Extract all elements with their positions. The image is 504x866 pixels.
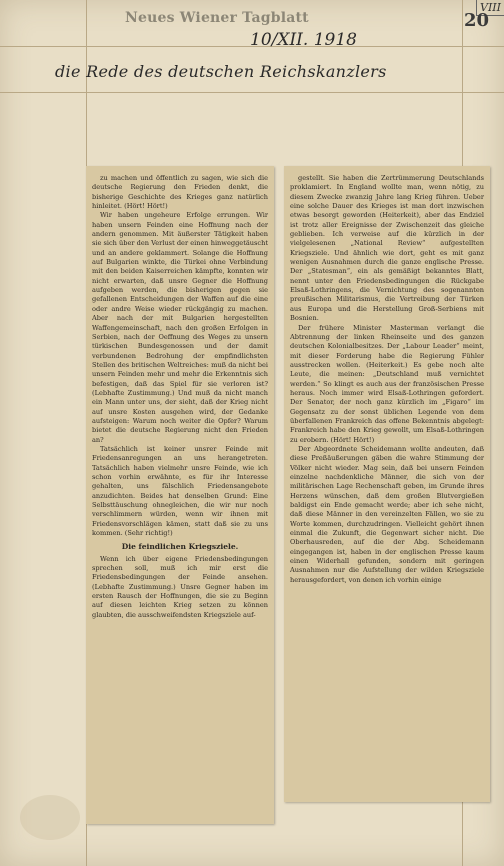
- article-subheading: Die feindlichen Kriegsziele.: [121, 542, 239, 552]
- paragraph: Der Abgeordnete Scheidemann wollte andeuten, daß diese Preßäußerungen gäben die wahre Stimmung der Völker nicht wieder. Mag sein, daß bei unsern Feinden einzelne nachdenkliche Männer, die sich von der militärischen Lage Rechenschaft geben, im Grunde ihres Herzens wünschen, daß dem großen Blutvergießen baldigst ein Ende gemacht werde; aber ich sehe nicht, daß diese Männer in den vereinzelten Fällen, wo sie zu Worte kommen, durchzudringen. Vielleicht gehört ihnen einmal die Zukunft, die Gegenwart sicher nicht. Die Oberhausreden, auf die der Abg. Scheidemann eingegangen ist, haben in der englischen Presse kaum einen Widerhall gefunden, sondern mit geringen Ausnahmen nur die Aufstellung der wilden Kriegsziele herausgefordert, von denen ich vorhin einige: [290, 444, 484, 584]
- paragraph: Wir haben ungeheure Erfolge errungen. Wir haben unsern Feinden eine Hoffnung nach der andern genommen. Mit äußerster Tätigkeit haben sie sich über den Verlust der einen hinweggetäuscht und an andere geklammert. Solange die Hoffnung auf Bulgarien winkte, die Türkei ohne Verbindung mit den beiden Kaiserreichen kämpfte, konnten wir nicht erwarten, daß unsre Gegner die Hoffnung aufgeben werden, die bisherigen gegen sie gefallenen Entscheidungen der Waffen auf die eine oder andre Weise wieder rückgängig zu machen. Aber nach der mit Bulgarien hergestellten Waffengemeinschaft, nach den großen Erfolgen in Serbien, nach der Oeffnung des Weges zu unsern türkischen Bundesgenossen und der damit verbundenen Bedrohung der empfindlichsten Stellen des britischen Weltreiches: muß da nicht bei unsern Feinden mehr und mehr die Erkenntnis sich befestigen, daß das Spiel für sie verloren ist? (Lebhafte Zustimmung.) Und muß da nicht manch ein Mann unter uns, der sieht, daß der Krieg nicht auf unsre Kosten ausgehen wird, der Gedanke aufsteigen: Warum noch weiter die Opfer? Warum bietet die deutsche Regierung nicht den Frieden an?: [92, 211, 268, 444]
- paragraph: Wenn ich über eigene Friedensbedingungen sprechen soll, muß ich mir erst die Friedensbedingungen der Feinde ansehen. (Lebhafte Zustimmung.) Unsre Gegner haben im ersten Rausch der Hoffnungen, die sie zu Beginn auf diesen leichten Krieg setzen zu können glaubten, die ausschweifendsten Kriegsziele auf-: [92, 554, 268, 619]
- header-rule: [0, 92, 504, 93]
- paragraph: Der frühere Minister Masterman verlangt die Abtrennung der linken Rheinseite und des ganzen deutschen Kolonialbesitzes. Der „Labour Leader“ meint, mit dieser Forderung habe die Regierung Fühler ausstrecken wollen. (Heiterkeit.) Es gebe noch alte Leute, die meinen: „Deutschland muß vernichtet werden.“ So klingt es auch aus der französischen Presse heraus. Noch immer wird Elsaß-Lothringen gefordert. Der Senator, der noch ganz kürzlich im „Figaro“ im Gegensatz zu der sonst üblichen Legende von dem überfallenen Frankreich das offene Bekenntnis abgelegt: Frankreich habe den Krieg gewollt, um Elsaß-Lothringen zu erobern. (Hört! Hört!): [290, 323, 484, 444]
- paragraph: zu machen und öffentlich zu sagen, wie sich die deutsche Regierung den Frieden denkt, die bisherige Geschichte des Krieges ganz natürlich hinleitet. (Hört! Hört!): [92, 174, 268, 211]
- page-number: 20: [464, 10, 490, 31]
- archive-corner-mark: VIII: [476, 0, 504, 16]
- newspaper-masthead: Neues Wiener Tagblatt: [125, 10, 309, 26]
- paper-stain: [20, 795, 80, 840]
- clipping-left-column: [86, 166, 274, 824]
- clipping-right-column: [284, 166, 490, 802]
- right-column-text: [284, 166, 490, 585]
- handwritten-date: 10/XII. 1918: [250, 30, 357, 50]
- paragraph: gestellt. Sie haben die Zertrümmerung Deutschlands proklamiert. In England wollte man, wenn nötig, zu diesem Zwecke zwanzig Jahre lang Krieg führen. Ueber eine solche Dauer des Krieges ist man dort inzwischen etwas besorgt geworden (Heiterkeit), aber das Endziel ist trotz aller Ereignisse der Zwischenzeit das gleiche geblieben. Ich verweise auf die kürzlich in der vielgelesenen „National Review“ aufgestellten Kriegsziele. Und ähnlich wie dort, geht es mit ganz wenigen Ausnahmen durch die ganze englische Presse. Der „Statesman“, ein als gemäßigt bekanntes Blatt, nennt unter den Friedensbedingungen die Rückgabe Elsaß-Lothringens, die Vernichtung des sogenannten preußischen Militarismus, die Vertreibung der Türken aus Europa und die Herstellung Groß-Serbiens mit Bosnien.: [290, 174, 484, 323]
- left-column-text: [86, 166, 274, 620]
- paragraph: Tatsächlich ist keiner unsrer Feinde mit Friedensanregungen an uns herangetreten. Tatsächlich haben vielmehr unsre Feinde, wie ich schon vorhin erwähnte, es für ihr Interesse gehalten, uns fälschlich Friedensangebote anzudichten. Beides hat denselben Grund: Eine Selbsttäuschung ohnegleichen, die wir nur noch verschlimmern würden, wenn wir ihnen mit Friedensvorschlägen kämen, statt daß sie zu uns kommen. (Sehr richtig!): [92, 444, 268, 538]
- handwritten-note: die Rede des deutschen Reichskanzlers: [55, 62, 387, 81]
